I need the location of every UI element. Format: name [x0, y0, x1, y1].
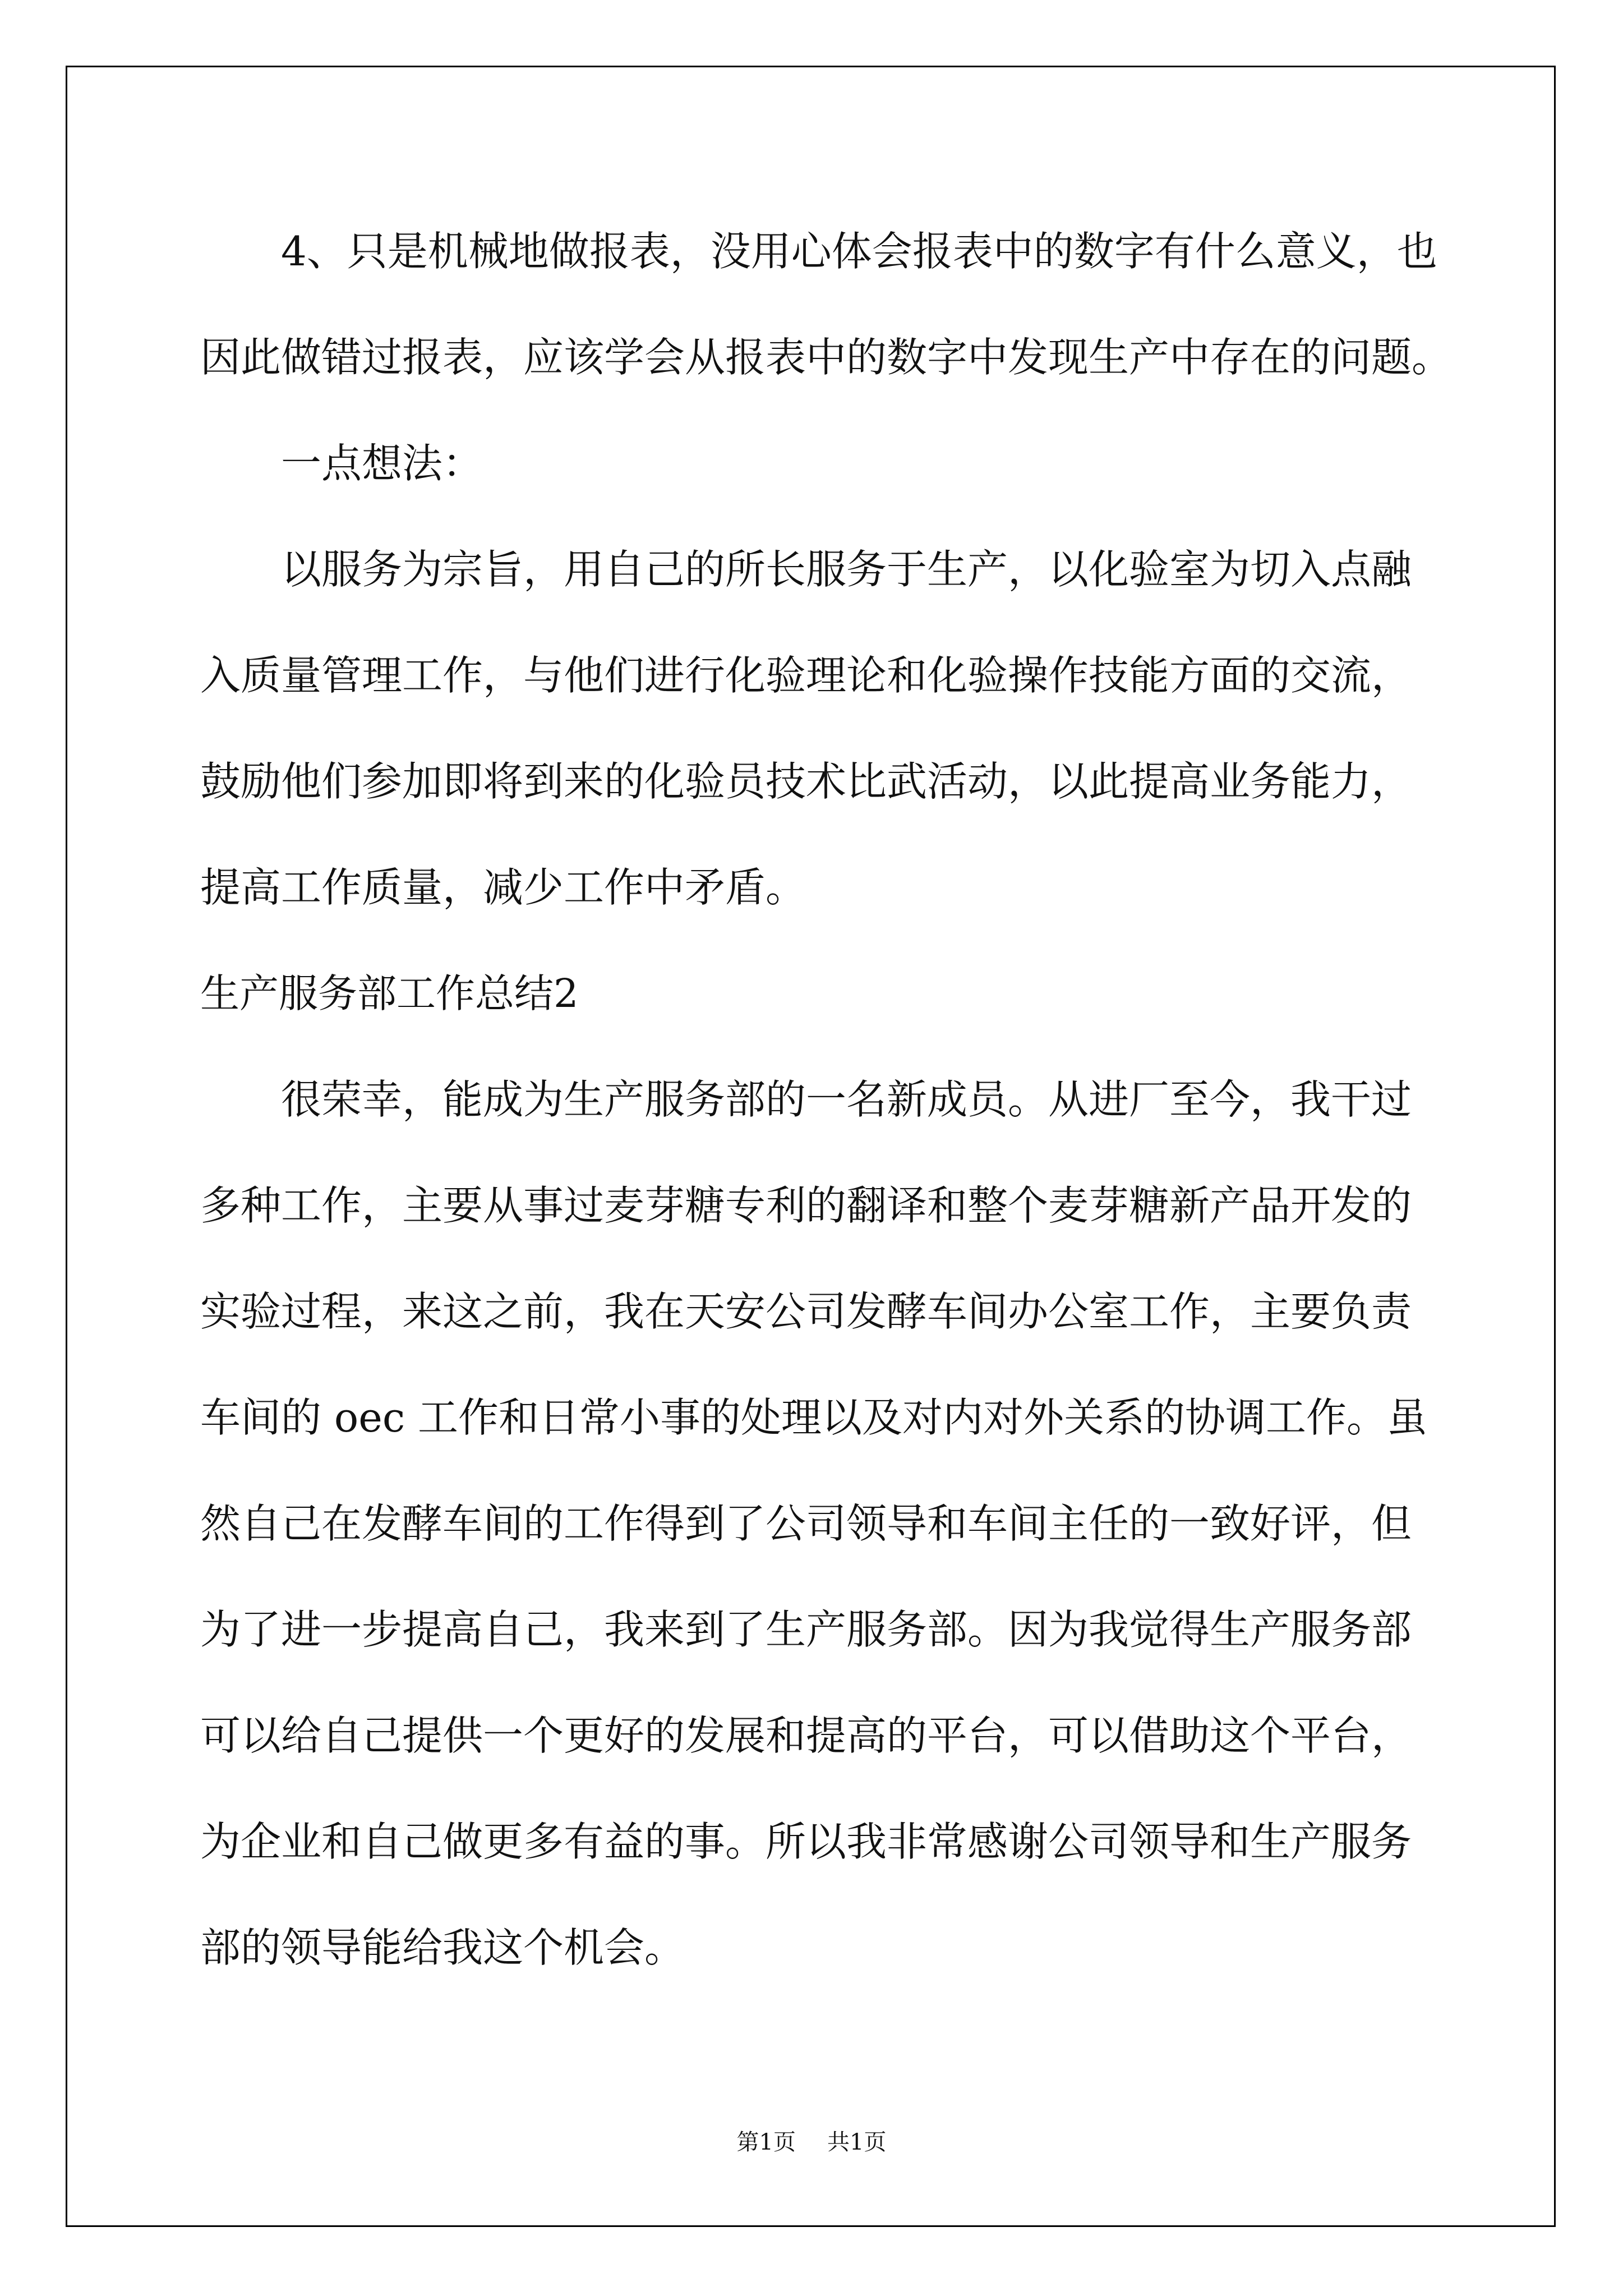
paragraph-idea-label [200, 411, 1507, 517]
paragraph-line: 入质量管理工作，与他们进行化验理论和化验操作技能方面的交流， [200, 652, 1412, 699]
paragraph-idea-body [200, 517, 1507, 941]
paragraph-line: 多种工作，主要从事过麦芽糖专利的翻译和整个麦芽糖新产品开发的 [200, 1182, 1412, 1229]
document-body [200, 199, 1507, 2001]
paragraph-line: 为企业和自己做更多有益的事。所以我非常感谢公司领导和生产服务 [200, 1818, 1412, 1865]
page-footer [0, 2129, 1623, 2156]
section-heading: 生产服务部工作总结2 [200, 970, 579, 1016]
paragraph-line: 然自己在发酵车间的工作得到了公司领导和车间主任的一致好评，但 [200, 1500, 1412, 1547]
page-number: 第1页 [736, 2129, 796, 2155]
paragraph-line: 为了进一步提高自己，我来到了生产服务部。因为我觉得生产服务部 [200, 1606, 1412, 1653]
paragraph-line: 4、只是机械地做报表，没用心体会报表中的数字有什么意义，也 [281, 228, 1437, 275]
paragraph-line: 以服务为宗旨，用自己的所长服务于生产，以化验室为切入点融 [281, 546, 1412, 593]
paragraph-line: 鼓励他们参加即将到来的化验员技术比武活动，以此提高业务能力， [200, 758, 1412, 805]
paragraph-line: 车间的 oec 工作和日常小事的处理以及对内对外关系的协调工作。虽 [200, 1394, 1428, 1441]
paragraph-report-note [200, 199, 1507, 411]
paragraph-line: 很荣幸，能成为生产服务部的一名新成员。从进厂至今，我干过 [281, 1076, 1412, 1123]
paragraph-line: 可以给自己提供一个更好的发展和提高的平台，可以借助这个平台， [200, 1712, 1412, 1759]
paragraph-summary-body [200, 1047, 1507, 2001]
paragraph-line: 因此做错过报表，应该学会从报表中的数字中发现生产中存在的问题。 [200, 334, 1453, 381]
paragraph-line: 实验过程，来这之前，我在天安公司发酵车间办公室工作，主要负责 [200, 1288, 1412, 1335]
paragraph-line: 部的领导能给我这个机会。 [200, 1924, 685, 1971]
page-total: 共1页 [827, 2129, 887, 2155]
paragraph-line: 一点想法： [281, 440, 483, 487]
paragraph-line: 提高工作质量，减少工作中矛盾。 [200, 864, 806, 911]
